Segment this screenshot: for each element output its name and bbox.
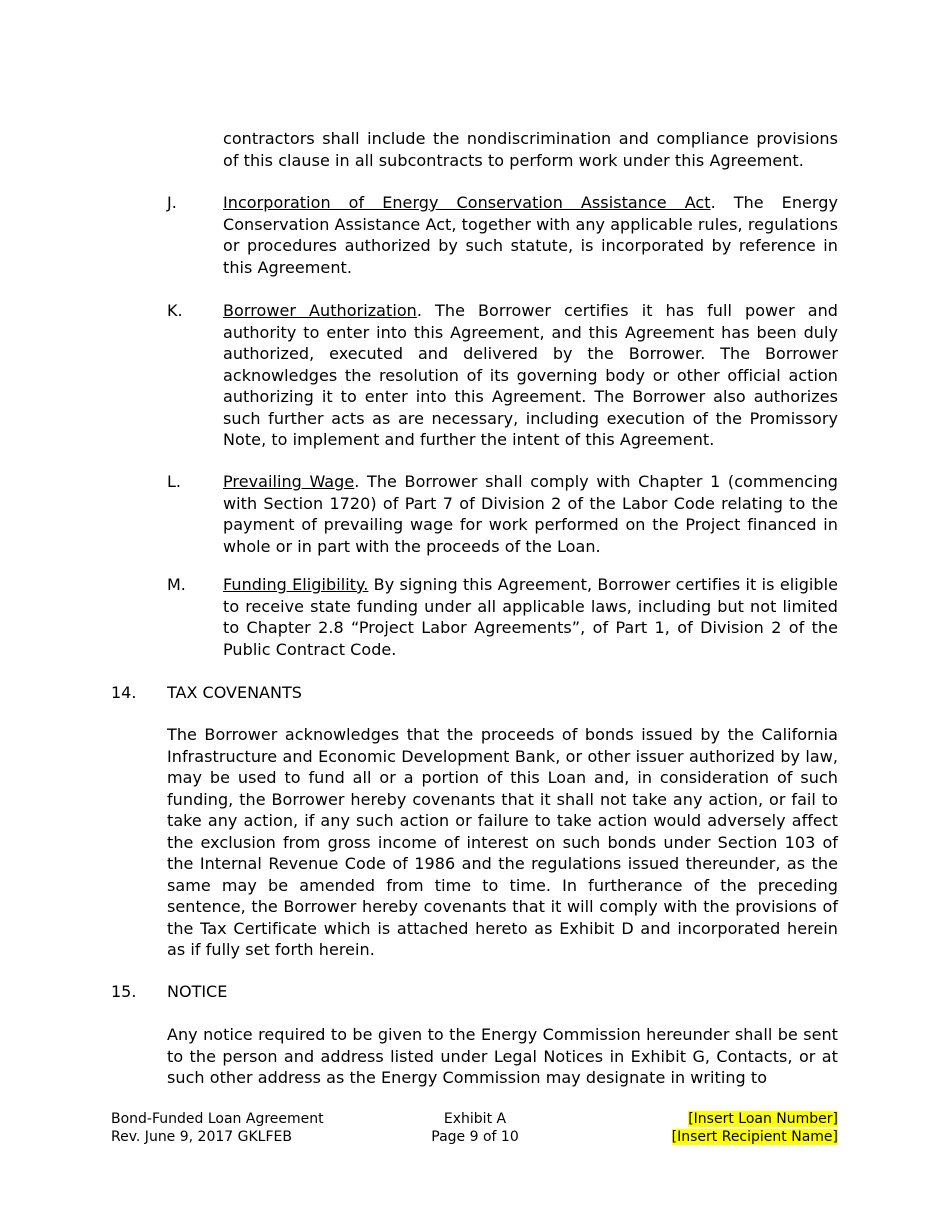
footer-left-line2: Rev. June 9, 2017 GKLFEB <box>111 1129 292 1145</box>
section-body-text-15: Any notice required to be given to the Energy Commission hereunder shall be sent to the person and address listed under Legal Notices in Exhibit G, Contacts, or at such other address as the Energy Commission may designate in writing to <box>167 1025 838 1087</box>
section-number-14: 14. <box>111 683 137 702</box>
item-paragraph-j <box>223 192 838 278</box>
item-letter-k: K. <box>167 301 183 320</box>
item-heading-l: Prevailing Wage <box>223 472 355 491</box>
section-body-15 <box>167 1024 838 1089</box>
item-paragraph-m <box>223 574 838 660</box>
item-body-l: The Borrower shall comply with Chapter 1 (commencing with Section 1720) of Part 7 of Division 2 of the Labor Code relating to the payment of prevailing wage for work performed on the Project financed in whole or in part with the proceeds of the Loan. <box>223 472 838 556</box>
item-punct-l: . <box>354 472 360 491</box>
item-paragraph-l <box>223 471 838 557</box>
recipient-name-placeholder: [Insert Recipient Name] <box>671 1129 838 1145</box>
item-body-j: The Energy Conservation Assistance Act, together with any applicable rules, regulations or procedures authorized by such statute, is incorporated by reference in this Agreement. <box>223 193 838 277</box>
section-title-15: NOTICE <box>167 982 228 1001</box>
item-punct-k: . <box>416 301 422 320</box>
footer-center-line2: Page 9 of 10 <box>431 1129 519 1145</box>
section-body-text-14: The Borrower acknowledges that the proceeds of bonds issued by the California Infrastructure and Economic Development Bank, or other issuer authorized by law, may be used to fund all or a portion of this Loan and, in consideration of such funding, the Borrower hereby covenants that it shall not take any action, or fail to take any action, if any such action or failure to take action would adversely affect the exclusion from gross income of interest on such bonds under Section 103 of the Internal Revenue Code of 1986 and the regulations issued thereunder, as the same may be amended from time to time. In furtherance of the preceding sentence, the Borrower hereby covenants that it will comply with the provisions of the Tax Certificate which is attached hereto as Exhibit D and incorporated herein as if fully set forth herein. <box>167 725 838 959</box>
section-title-14: TAX COVENANTS <box>167 683 302 702</box>
footer-right-line2 <box>672 1128 838 1146</box>
item-heading-m: Funding Eligibility. <box>223 575 369 594</box>
loan-number-placeholder: [Insert Loan Number] <box>688 1111 838 1127</box>
footer-right-line1 <box>688 1110 838 1128</box>
item-paragraph-k <box>223 300 838 451</box>
item-heading-k: Borrower Authorization <box>223 301 417 320</box>
footer-center-line1: Exhibit A <box>443 1111 507 1127</box>
footer-left-line1: Bond-Funded Loan Agreement <box>111 1111 324 1127</box>
item-letter-l: L. <box>167 472 181 491</box>
continuation-paragraph <box>223 128 838 171</box>
section-body-14 <box>167 724 838 961</box>
section-number-15: 15. <box>111 982 137 1001</box>
item-body-k: The Borrower certifies it has full power and authority to enter into this Agreement, and this Agreement has been duly authorized, executed and delivered by the Borrower. The Borrower acknowledges the resolution of its governing body or other official action authorizing it to enter into this Agreement. The Borrower also authorizes such further acts as are necessary, including execution of the Promissory Note, to implement and further the intent of this Agreement. <box>223 301 839 449</box>
item-punct-j: . <box>710 193 716 212</box>
continuation-text: contractors shall include the nondiscrimination and compliance provisions of this clause in all subcontracts to perform work under this Agreement. <box>223 129 838 170</box>
item-body-m: By signing this Agreement, Borrower certifies it is eligible to receive state funding under all applicable laws, including but not limited to Chapter 2.8 “Project Labor Agreements”, of Part 1, of Division 2 of the Public Contract Code. <box>223 575 839 659</box>
item-letter-m: M. <box>167 575 186 594</box>
item-letter-j: J. <box>167 193 177 212</box>
item-heading-j: Incorporation of Energy Conservation Assistance Act <box>223 193 711 212</box>
